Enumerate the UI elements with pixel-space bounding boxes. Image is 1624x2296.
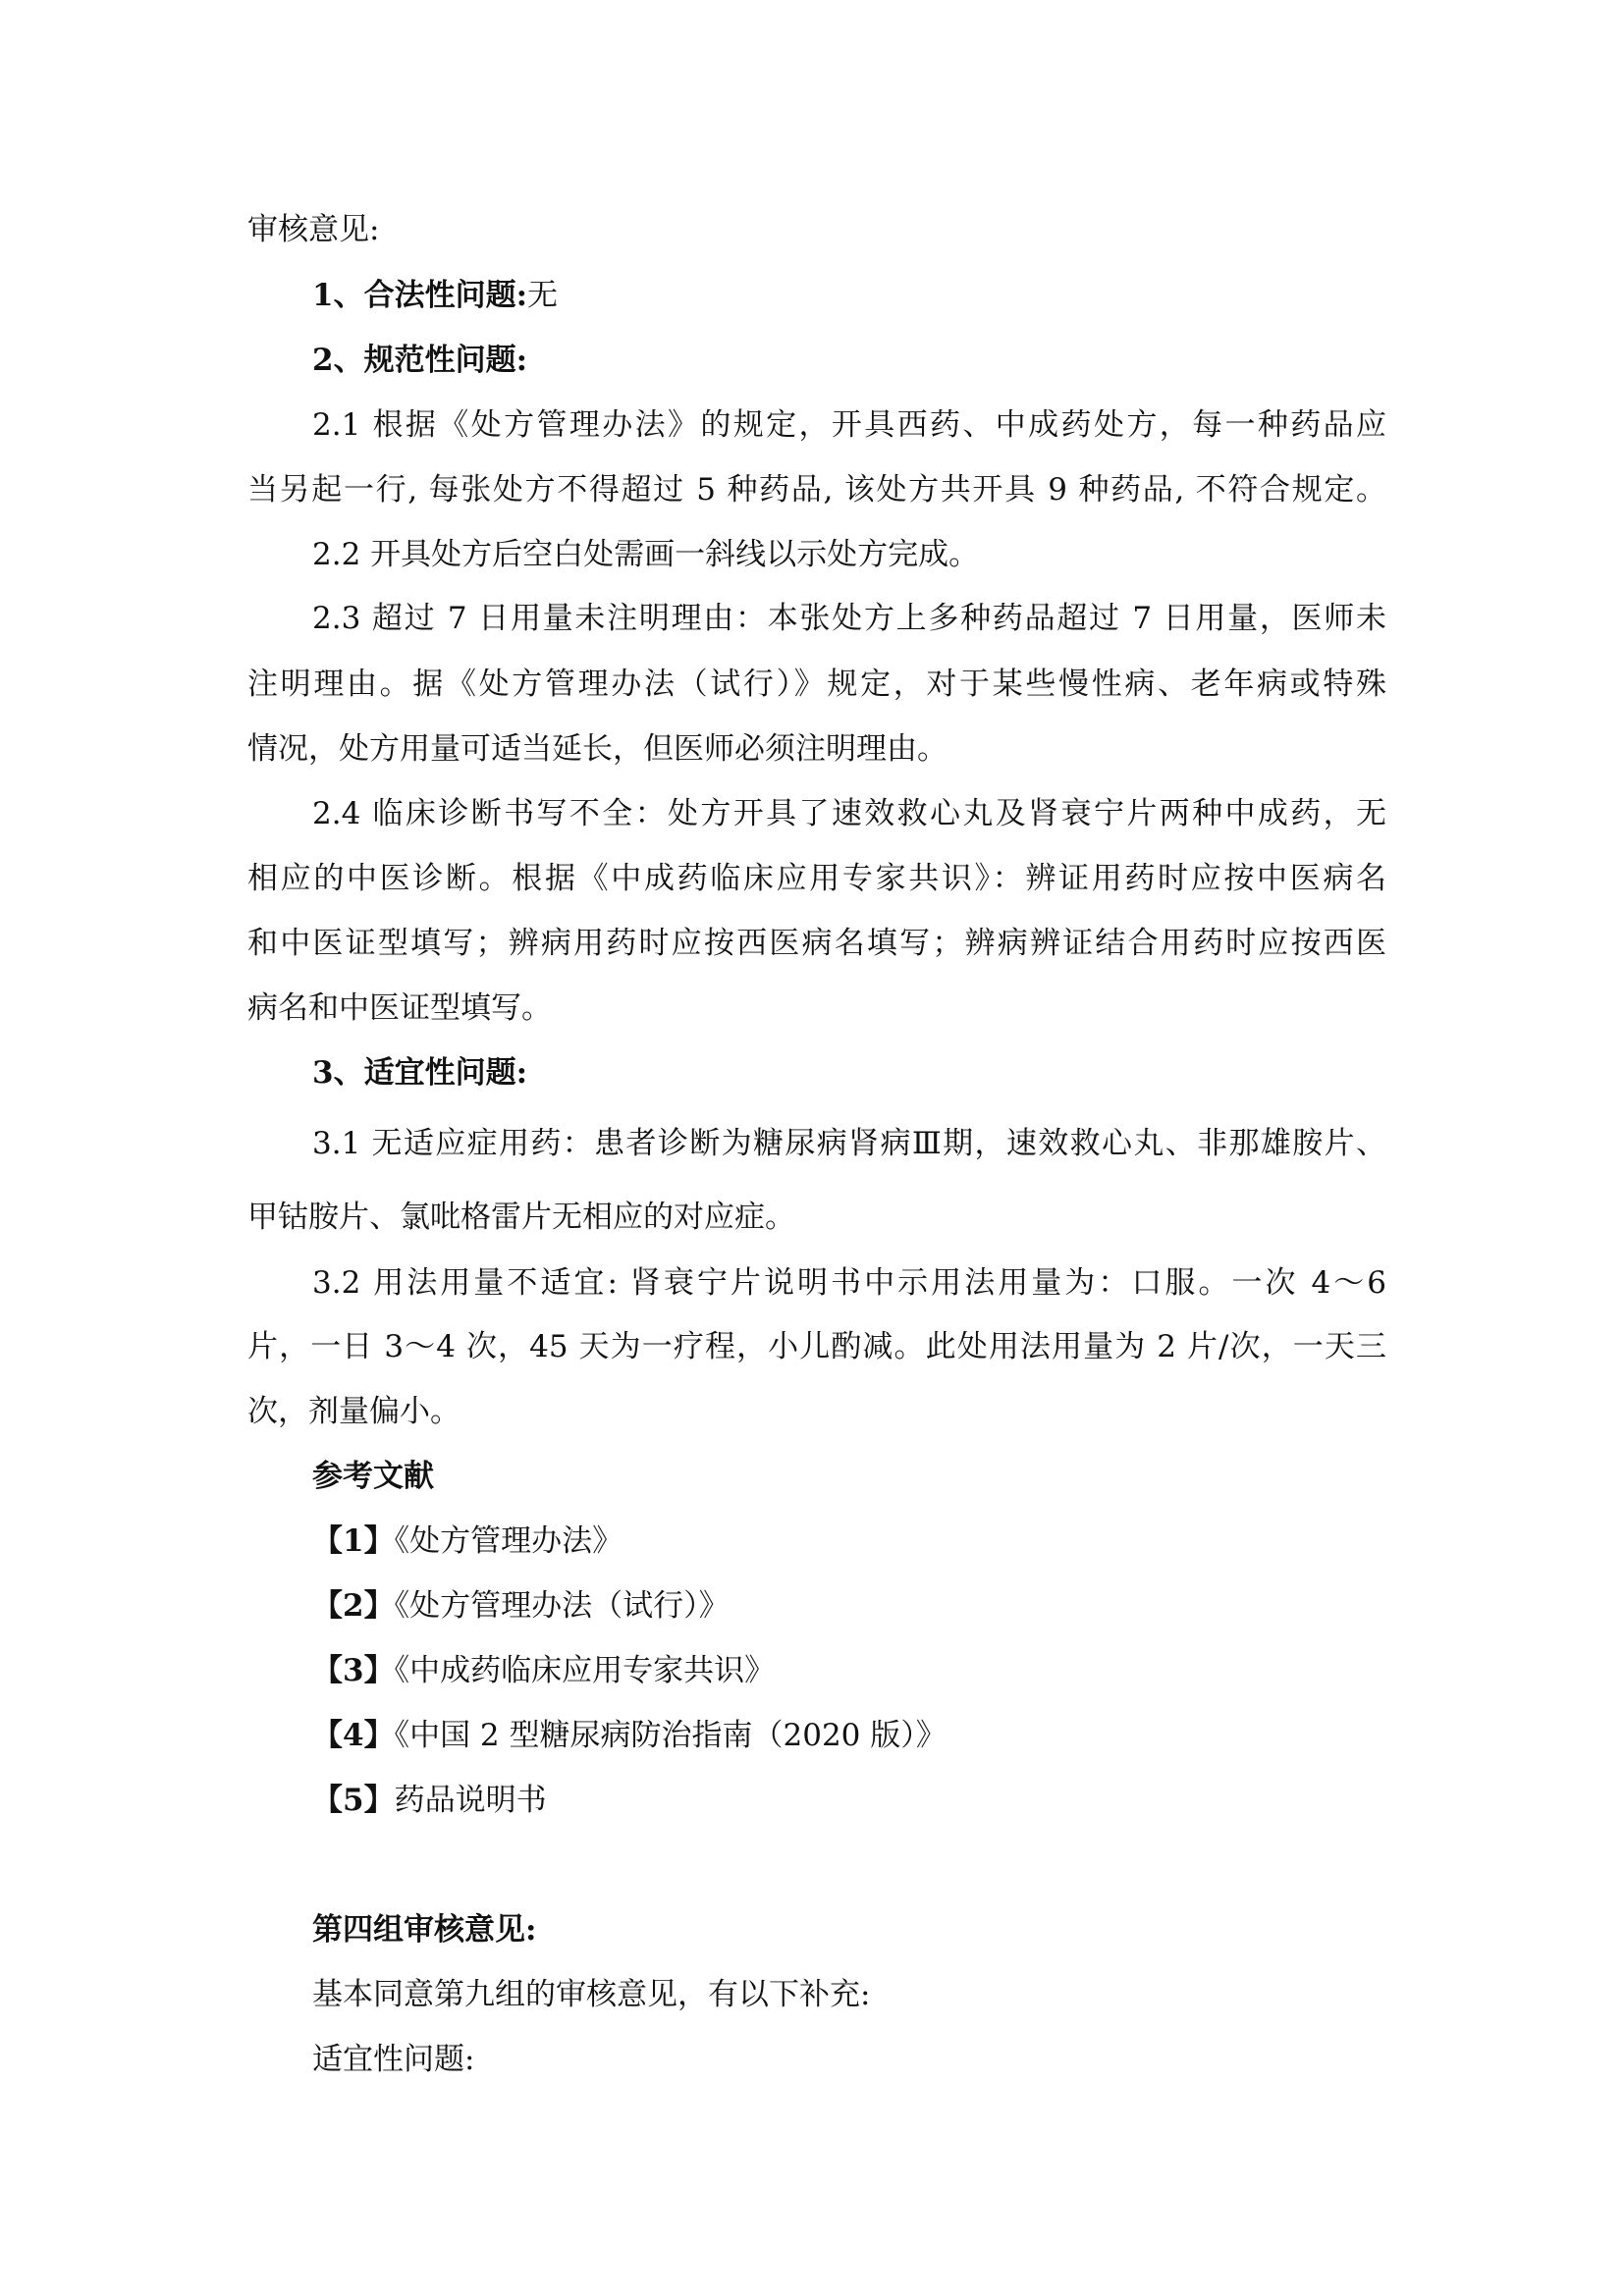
reference-item — [312, 1716, 1386, 1755]
opinion-heading: 审核意见: — [247, 212, 380, 247]
para-2-1-line-1: 2.1 根据《处方管理办法》的规定，开具西药、中成药处方，每一种药品应 — [312, 407, 1386, 443]
reference-item — [312, 1522, 1386, 1561]
para-2-3-line-2: 注明理由。据《处方管理办法（试行）》规定，对于某些慢性病、老年病或特殊 — [247, 667, 1386, 702]
reference-title: 《中成药临床应用专家共识》 — [394, 1653, 776, 1688]
legality-value: 无 — [527, 278, 559, 313]
group4-heading: 第四组审核意见: — [312, 1912, 537, 1948]
reference-item — [312, 1586, 1386, 1626]
legality-label: 1、合法性问题: — [312, 278, 528, 313]
reference-number: 【2】 — [312, 1588, 395, 1624]
reference-number: 【1】 — [312, 1523, 395, 1559]
para-3-2-line-1: 3.2 用法用量不适宜: 肾衰宁片说明书中示用法用量为：口服。一次 4～6 — [312, 1265, 1386, 1301]
group4-subheading: 适宜性问题: — [312, 2042, 475, 2077]
para-2-4-line-2: 相应的中医诊断。根据《中成药临床应用专家共识》：辨证用药时应按中医病名 — [247, 861, 1386, 896]
legality-item — [312, 276, 1386, 315]
para-2-3-line-1: 2.3 超过 7 日用量未注明理由：本张处方上多种药品超过 7 日用量，医师未 — [312, 601, 1386, 636]
reference-title: 药品说明书 — [394, 1783, 547, 1818]
reference-number: 【5】 — [312, 1783, 395, 1818]
normative-heading: 2、规范性问题: — [312, 343, 528, 378]
para-2-4-line-3: 和中医证型填写；辨病用药时应按西医病名填写；辨病辨证结合用药时应按西医 — [247, 926, 1386, 961]
para-3-1-line-1: 3.1 无适应症用药：患者诊断为糖尿病肾病Ⅲ期，速效救心丸、非那雄胺片、 — [312, 1126, 1386, 1161]
reference-title: 《中国 2 型糖尿病防治指南（2020 版）》 — [394, 1718, 947, 1753]
reference-title: 《处方管理办法（试行）》 — [394, 1588, 730, 1624]
para-3-2-line-3: 次，剂量偏小。 — [247, 1394, 460, 1429]
para-2-4-line-4: 病名和中医证型填写。 — [247, 990, 552, 1026]
reference-title: 《处方管理办法》 — [394, 1523, 623, 1559]
reference-number: 【4】 — [312, 1718, 395, 1753]
reference-item — [312, 1651, 1386, 1690]
group4-intro: 基本同意第九组的审核意见，有以下补充: — [312, 1977, 871, 2012]
para-2-3-line-3: 情况，处方用量可适当延长，但医师必须注明理由。 — [247, 731, 947, 767]
references-heading: 参考文献 — [312, 1459, 434, 1494]
suitability-heading: 3、适宜性问题: — [312, 1055, 528, 1091]
reference-number: 【3】 — [312, 1653, 395, 1688]
para-3-1-line-2: 甲钴胺片、氯吡格雷片无相应的对应症。 — [247, 1200, 795, 1235]
para-2-4-line-1: 2.4 临床诊断书写不全：处方开具了速效救心丸及肾衰宁片两种中成药，无 — [312, 796, 1386, 831]
para-3-2-line-2: 片，一日 3～4 次，45 天为一疗程，小儿酌减。此处用法用量为 2 片/次，一天三 — [247, 1329, 1386, 1364]
reference-item — [312, 1781, 1386, 1820]
para-2-2: 2.2 开具处方后空白处需画一斜线以示处方完成。 — [312, 537, 980, 572]
para-2-1-line-2: 当另起一行, 每张处方不得超过 5 种药品, 该处方共开具 9 种药品, 不符合规定。 — [247, 472, 1386, 507]
